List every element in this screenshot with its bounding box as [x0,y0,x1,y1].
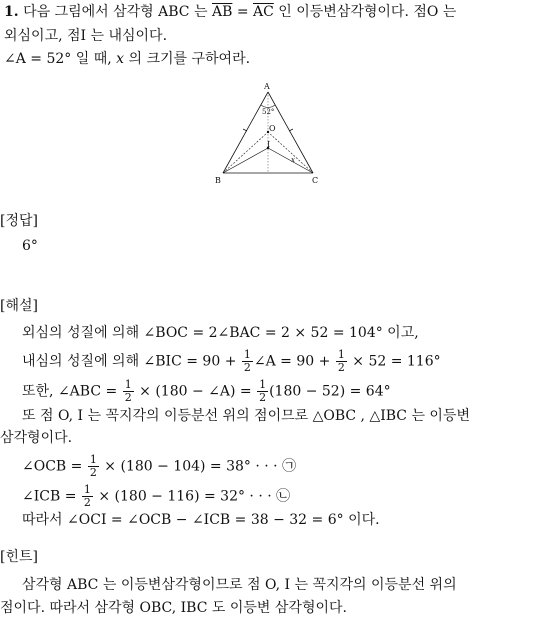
label-x: x [291,156,295,164]
tick-ab [243,129,247,131]
solution-text-3b: × (180 − ∠A) = [139,383,252,400]
label-c: C [312,176,319,185]
hint-line-1: 삼각형 ABC 는 이등변삼각형이므로 점 O, I 는 꼭지각의 이등분선 위의 [22,577,457,593]
solution-line-5: 삼각형이다. [0,430,73,446]
solution-text-6b: × (180 − 104) = 38° · · · ㉠ [104,458,297,475]
solution-line-4: 또 점 O, I 는 꼭지각의 이등분선 위의 점이므로 △OBC , △IBC 는 이등변 [22,408,471,424]
problem-text-1a: 다음 그림에서 삼각형 ABC 는 [23,4,208,20]
label-a: A [264,82,270,91]
solution-line-8: 따라서 ∠OCI = ∠OCB − ∠ICB = 38 − 32 = 6° 이다. [22,512,380,528]
label-o: O [269,124,276,133]
problem-line-1 [4,2,456,22]
segment-ac: $\overline{AC}$ [253,4,274,20]
solution-text-7b: × (180 − 116) = 32° · · · ㉡ [98,488,291,505]
solution-header: [해설] [0,298,38,314]
fraction-half [88,454,99,479]
answer-header: [정답] [0,213,38,229]
problem-line-3 [4,49,250,69]
fraction-numerator: 1 [89,453,97,466]
fraction-half [336,349,347,374]
problem-text-3a: ∠A = 52° 일 때, [4,51,112,67]
triangle-figure [205,80,335,188]
fraction-denominator: 2 [89,466,97,479]
fraction-half [242,349,253,374]
segment-ab: $\overline{AB}$ [211,4,233,20]
fraction-denominator: 2 [337,361,345,374]
problem-text-1b: 인 이등변삼각형이다. 점O 는 [278,4,457,20]
solution-text-2b: ∠A = 90 + [253,353,331,370]
fraction-denominator: 2 [124,391,132,404]
solution-text-3c: (180 − 52) = 64° [269,383,391,400]
segment-bo [223,132,271,173]
equals-sign: = [236,4,249,20]
fraction-half [123,379,134,404]
fraction-numerator: 1 [259,378,267,391]
variable-x: x [116,51,125,67]
fraction-denominator: 2 [243,361,251,374]
label-b: B [215,176,221,185]
fraction-half [257,379,268,404]
segment-co [268,132,313,173]
solution-text-7a: ∠ICB = [22,488,77,505]
hint-header: [힌트] [0,549,38,565]
solution-text-3a: 또한, ∠ABC = [22,383,118,400]
answer-value: 6° [22,238,38,254]
problem-number: 1. [4,4,19,20]
solution-line-3 [22,379,391,404]
solution-line-2 [22,349,441,374]
fraction-denominator: 2 [83,496,91,509]
solution-line-1: 외심의 성질에 의해 ∠BOC = 2∠BAC = 2 × 52 = 104° 이고, [22,325,419,341]
fraction-numerator: 1 [337,348,345,361]
tick-ac [289,129,293,131]
fraction-numerator: 1 [243,348,251,361]
solution-text-2c: × 52 = 116° [352,353,441,370]
fraction-half [82,484,93,509]
label-angle-a: 52° [262,108,275,116]
fraction-numerator: 1 [124,378,132,391]
fraction-denominator: 2 [259,391,267,404]
problem-line-2: 외심이고, 점I 는 내심이다. [4,28,168,44]
label-i: I [267,140,271,149]
solution-text-6a: ∠OCB = [22,458,83,475]
fraction-numerator: 1 [83,483,91,496]
problem-text-3b: 의 크기를 구하여라. [128,51,251,67]
solution-line-6 [22,454,296,479]
solution-text-2a: 내심의 성질에 의해 ∠BIC = 90 + [22,353,237,370]
solution-line-7 [22,484,290,509]
hint-line-2: 점이다. 따라서 삼각형 OBC, IBC 도 이등변 삼각형이다. [0,600,347,616]
